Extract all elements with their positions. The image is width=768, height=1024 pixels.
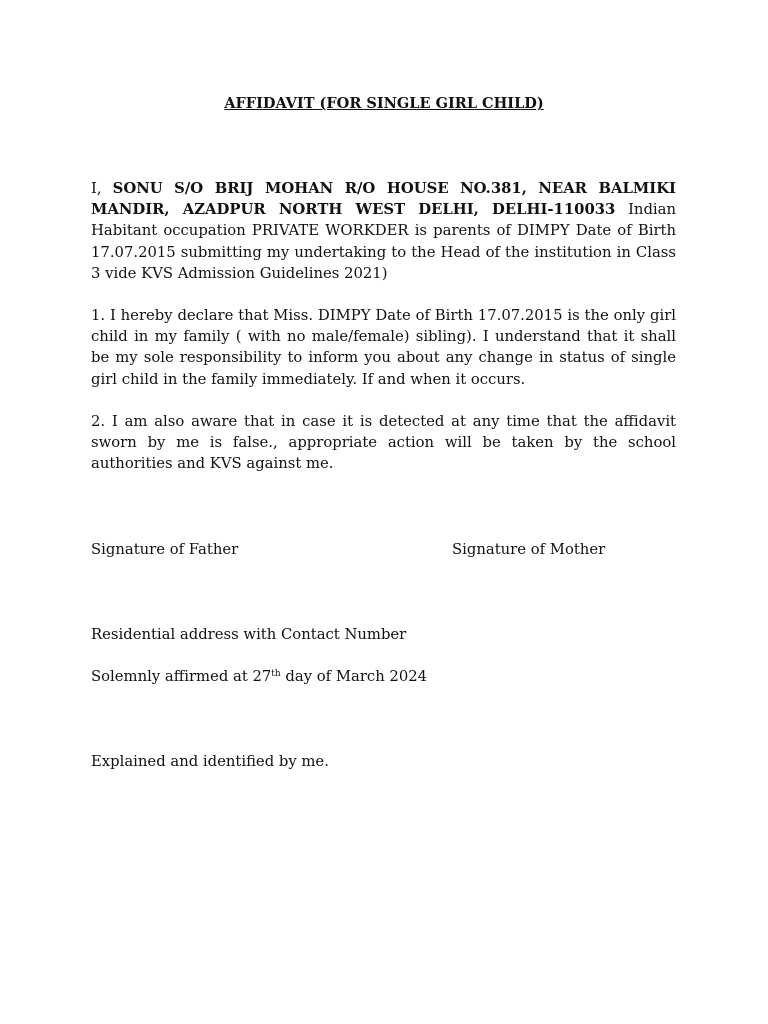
clause-1: 1. I hereby declare that Miss. DIMPY Date of Birth 17.07.2015 is the only girl child in my family ( with no male/female) sibling). I understand that it shall be my sole responsibility to inform you about any change in status of single girl child in the family immediately. If and when it occurs.	[91, 307, 676, 388]
intro-rest: Indian Habitant occupation PRIVATE WORKDER is parents of DIMPY Date of Birth 17.07.2015 submitting my undertaking to the Head of the institution in Class 3 vide KVS Admission Guidelines 2021)	[91, 201, 677, 282]
intro-prefix: I,	[91, 180, 113, 197]
declarant-name-address: SONU S/O BRIJ MOHAN R/O HOUSE NO.381, NEAR BALMIKI MANDIR, AZADPUR NORTH WEST DELHI, DELHI-110033	[91, 180, 676, 219]
explained-line: Explained and identified by me.	[91, 753, 329, 770]
clause-2: 2. I am also aware that in case it is detected at any time that the affidavit sworn by me is false., appropriate action will be taken by the school authorities and KVS against me.	[91, 413, 676, 473]
signature-mother-label: Signature of Mother	[452, 541, 606, 558]
affirmation-ordinal: th	[271, 669, 281, 679]
intro-paragraph	[91, 178, 676, 284]
affirmation-line	[91, 666, 427, 687]
signature-father-label: Signature of Father	[91, 541, 239, 558]
affirmation-suffix: day of March 2024	[280, 668, 428, 685]
residential-address-label: Residential address with Contact Number	[91, 626, 407, 643]
affirmation-prefix: Solemnly affirmed at 27	[91, 668, 272, 685]
document-title: AFFIDAVIT (FOR SINGLE GIRL CHILD)	[224, 95, 544, 112]
